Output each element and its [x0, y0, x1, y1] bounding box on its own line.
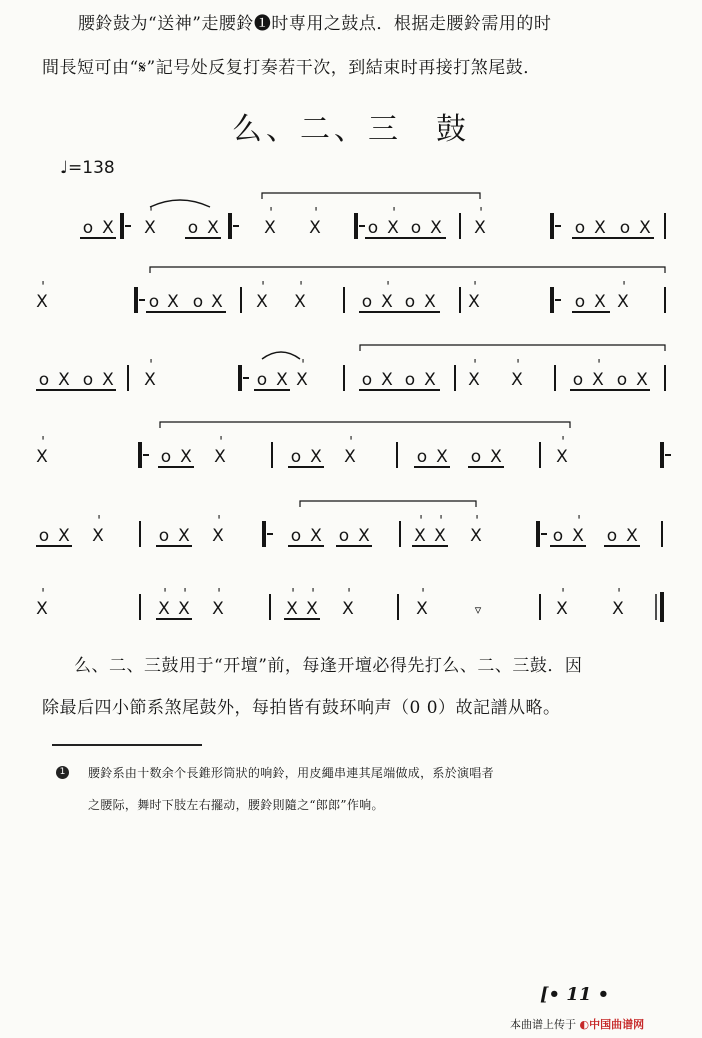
note-x: X	[626, 526, 638, 546]
phrase-bracket	[300, 501, 476, 507]
slur	[262, 352, 300, 359]
note-x: X	[178, 599, 190, 619]
note-x: X	[286, 599, 298, 619]
accent-mark: '	[475, 514, 479, 529]
note-o: o	[410, 218, 422, 238]
note-x: X	[434, 526, 446, 546]
intro-line-2: 間長短可由“𝄋”記号处反复打奏若干次，到結束时再接打煞尾鼓．	[42, 58, 541, 78]
accent-mark: '	[473, 358, 477, 373]
note-x: X	[416, 599, 428, 619]
page-title: 么、二、三 鼓	[232, 112, 470, 147]
note-x: X	[36, 599, 48, 619]
accent-mark: '	[149, 206, 153, 221]
note-x: X	[381, 370, 393, 390]
accent-mark: '	[392, 206, 396, 221]
accent-mark: '	[516, 358, 520, 373]
accent-mark: '	[479, 206, 483, 221]
note-x: X	[212, 599, 224, 619]
note-x: X	[468, 370, 480, 390]
note-o: o	[572, 370, 584, 390]
note-o: o	[361, 370, 373, 390]
accent-mark: '	[299, 280, 303, 295]
note-x: X	[381, 292, 393, 312]
note-x: X	[158, 599, 170, 619]
accent-mark: '	[347, 587, 351, 602]
accent-mark: '	[301, 358, 305, 373]
accent-mark: '	[561, 587, 565, 602]
note-x: X	[556, 599, 568, 619]
credit-prefix: 本曲谱上传于	[510, 1018, 576, 1031]
note-x: X	[592, 370, 604, 390]
note-x: X	[178, 526, 190, 546]
accent-mark: '	[577, 514, 581, 529]
note-o: o	[470, 447, 482, 467]
note-x: X	[594, 292, 606, 312]
note-o: o	[38, 526, 50, 546]
note-x: X	[306, 599, 318, 619]
note-x: X	[424, 370, 436, 390]
accent-mark: '	[386, 280, 390, 295]
accent-mark: '	[219, 435, 223, 450]
note-o: o	[574, 292, 586, 312]
note-x: X	[387, 218, 399, 238]
note-x: X	[144, 370, 156, 390]
accent-mark: '	[217, 587, 221, 602]
note-x: X	[58, 370, 70, 390]
accent-mark: '	[419, 514, 423, 529]
accent-mark: '	[561, 435, 565, 450]
note-x: X	[636, 370, 648, 390]
outro-line-1: 么、二、三鼓用于“开壇”前，每逢开壇必得先打么、二、三鼓．因	[74, 656, 583, 676]
phrase-bracket	[160, 422, 570, 428]
note-x: X	[36, 447, 48, 467]
note-x: X	[436, 447, 448, 467]
outro-line-2: 除最后四小節系煞尾鼓外，每拍皆有鼓环响声（0 0）故記譜从略。	[42, 698, 561, 718]
rest-mark: ▿	[474, 603, 482, 618]
note-x: X	[92, 526, 104, 546]
accent-mark: '	[217, 514, 221, 529]
note-x: X	[102, 370, 114, 390]
note-x: X	[214, 447, 226, 467]
note-o: o	[574, 218, 586, 238]
note-x: X	[212, 526, 224, 546]
accent-mark: '	[97, 514, 101, 529]
note-o: o	[158, 526, 170, 546]
note-o: o	[361, 292, 373, 312]
note-x: X	[211, 292, 223, 312]
note-x: X	[424, 292, 436, 312]
note-o: o	[38, 370, 50, 390]
note-x: X	[256, 292, 268, 312]
note-o: o	[416, 447, 428, 467]
accent-mark: '	[617, 587, 621, 602]
note-o: o	[552, 526, 564, 546]
accent-mark: '	[439, 514, 443, 529]
note-o: o	[606, 526, 618, 546]
phrase-bracket	[150, 267, 665, 273]
tempo-marking: ♩=138	[60, 158, 115, 178]
note-o: o	[290, 447, 302, 467]
note-x: X	[102, 218, 114, 238]
note-x: X	[167, 292, 179, 312]
note-x: X	[144, 218, 156, 238]
accent-mark: '	[149, 358, 153, 373]
note-o: o	[290, 526, 302, 546]
note-x: X	[344, 447, 356, 467]
accent-mark: '	[421, 587, 425, 602]
note-o: o	[367, 218, 379, 238]
note-x: X	[490, 447, 502, 467]
accent-mark: '	[622, 280, 626, 295]
note-x: X	[58, 526, 70, 546]
footnote-line-2: 之腰际，舞时下肢左右擺动，腰鈴則隨之“郎郎”作响。	[88, 798, 384, 812]
note-o: o	[404, 370, 416, 390]
note-o: o	[404, 292, 416, 312]
note-x: X	[358, 526, 370, 546]
note-o: o	[192, 292, 204, 312]
accent-mark: '	[183, 587, 187, 602]
note-o: o	[82, 370, 94, 390]
note-o: o	[82, 218, 94, 238]
note-x: X	[36, 292, 48, 312]
note-x: X	[296, 370, 308, 390]
phrase-bracket	[262, 193, 480, 199]
accent-mark: '	[291, 587, 295, 602]
note-x: X	[309, 218, 321, 238]
note-x: X	[639, 218, 651, 238]
note-x: X	[594, 218, 606, 238]
credit-brand: 中国曲谱网	[589, 1018, 645, 1031]
accent-mark: '	[311, 587, 315, 602]
note-x: X	[207, 218, 219, 238]
accent-mark: '	[261, 280, 265, 295]
note-o: o	[187, 218, 199, 238]
accent-mark: '	[269, 206, 273, 221]
phrase-bracket	[360, 345, 665, 351]
note-x: X	[310, 447, 322, 467]
accent-mark: '	[597, 358, 601, 373]
accent-mark: '	[41, 280, 45, 295]
accent-mark: '	[349, 435, 353, 450]
accent-mark: '	[41, 587, 45, 602]
intro-line-1: 腰鈴鼓为“送神”走腰鈴❶时専用之鼓点．根据走腰鈴需用的时	[78, 14, 552, 34]
accent-mark: '	[41, 435, 45, 450]
note-x: X	[294, 292, 306, 312]
page-number: [• 11 •	[540, 984, 610, 1005]
upload-credit	[510, 1016, 644, 1032]
note-x: X	[572, 526, 584, 546]
note-x: X	[612, 599, 624, 619]
accent-mark: '	[314, 206, 318, 221]
note-x: X	[276, 370, 288, 390]
note-o: o	[338, 526, 350, 546]
note-x: X	[556, 447, 568, 467]
note-o: o	[148, 292, 160, 312]
note-x: X	[468, 292, 480, 312]
footnote-marker: 1	[56, 766, 69, 779]
footnote-separator	[52, 744, 202, 746]
note-x: X	[414, 526, 426, 546]
note-x: X	[470, 526, 482, 546]
note-x: X	[264, 218, 276, 238]
accent-mark: '	[473, 280, 477, 295]
note-o: o	[256, 370, 268, 390]
slur	[150, 200, 210, 207]
credit-logo-icon: ◐	[579, 1018, 590, 1031]
note-o: o	[160, 447, 172, 467]
note-x: X	[180, 447, 192, 467]
note-x: X	[430, 218, 442, 238]
page-number-value: 11	[566, 984, 592, 1005]
note-x: X	[617, 292, 629, 312]
note-x: X	[511, 370, 523, 390]
note-x: X	[474, 218, 486, 238]
note-o: o	[616, 370, 628, 390]
note-o: o	[619, 218, 631, 238]
footnote-line-1: 腰鈴系由十数余个長錐形筒狀的响鈴，用皮繩串連其尾端做成，系於演唱者	[88, 766, 494, 780]
accent-mark: '	[163, 587, 167, 602]
note-x: X	[342, 599, 354, 619]
note-x: X	[310, 526, 322, 546]
